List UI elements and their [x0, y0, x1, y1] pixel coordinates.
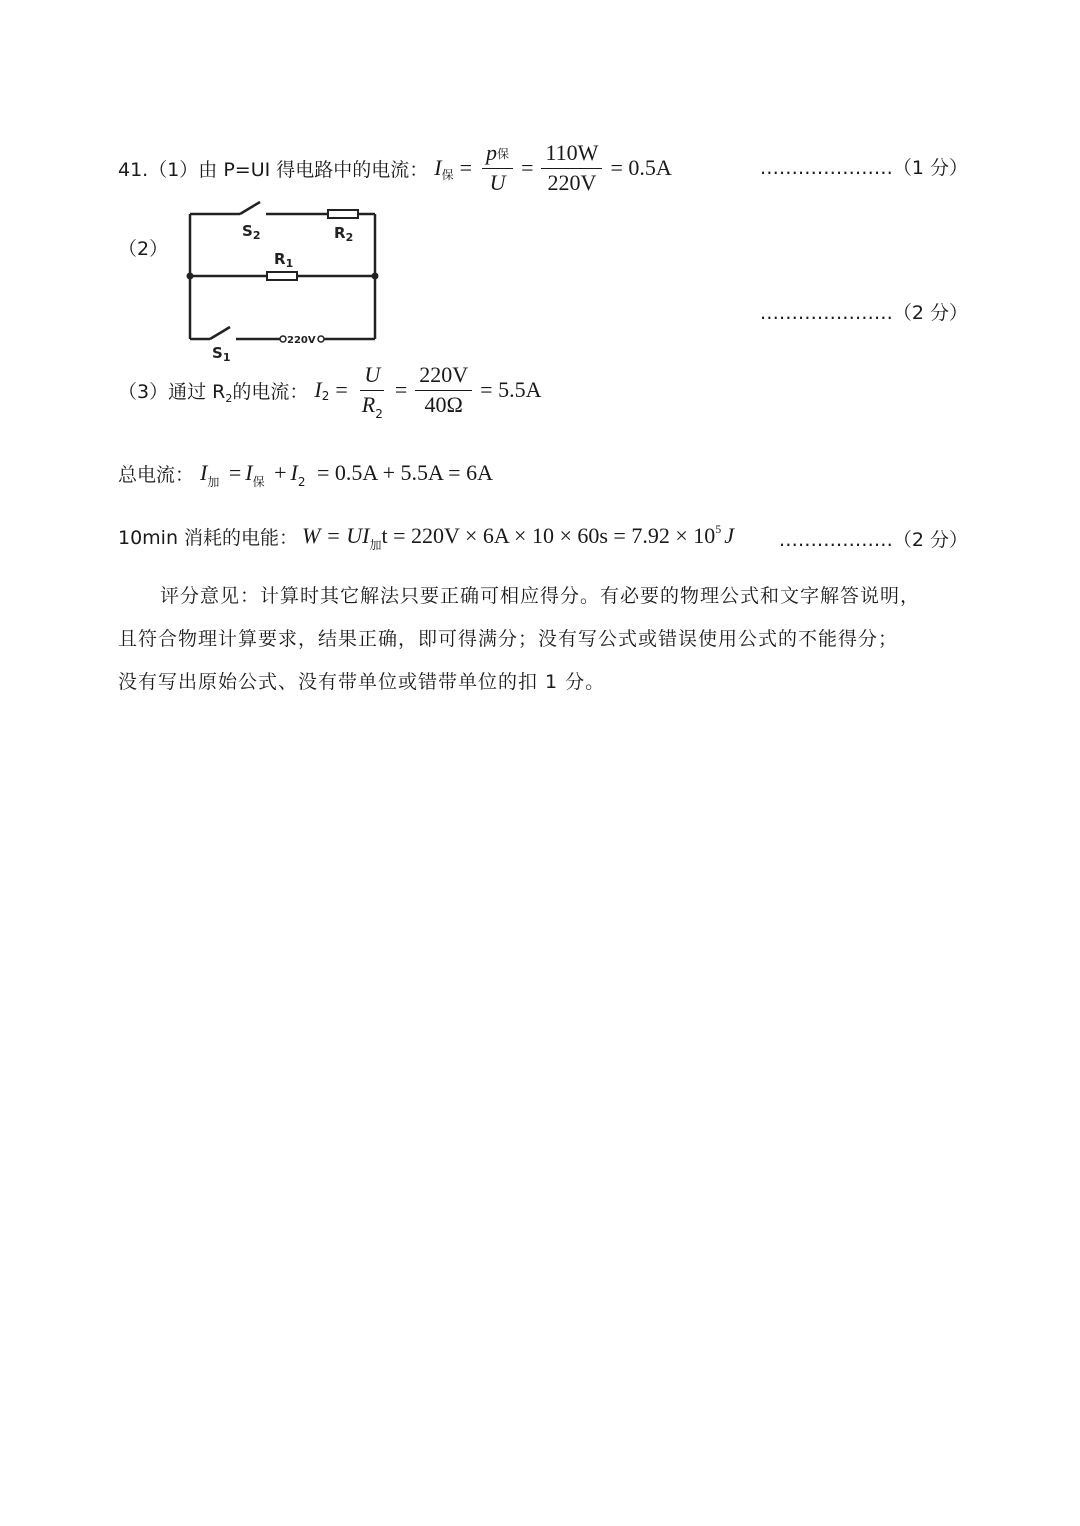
total-i1-sub: 保 [252, 475, 265, 489]
q2-label: （2） [118, 238, 169, 260]
grading-notes [118, 575, 968, 704]
total-line [118, 455, 493, 491]
q3-f2-den: 40Ω [424, 391, 463, 417]
energy-exp: 5 [715, 522, 722, 536]
q1-prefix: 41.（1）由 P=UI 得电路中的电流： [118, 158, 429, 181]
energy-w: W = UI [302, 523, 370, 548]
energy-score: ………………（2 分） [778, 529, 968, 551]
total-i2-sub: 2 [297, 475, 306, 489]
q3-f2-num: 220V [415, 363, 472, 390]
q1-f1-num-sub: 保 [497, 147, 510, 162]
source-terminal-right [318, 336, 324, 342]
q3-formula [314, 362, 542, 421]
q3-fraction-2 [415, 363, 472, 416]
energy-prefix: 10min 消耗的电能： [118, 526, 299, 549]
q1-eq1: = [459, 155, 473, 180]
q3-fraction-1 [358, 362, 387, 421]
q1-formula [434, 141, 671, 194]
q1-result: = 0.5A [610, 155, 672, 180]
label-source: 220V [287, 335, 316, 346]
total-plus: + [274, 460, 287, 485]
energy-body: t = 220V × 6A × 10 × 60s = 7.92 × 10 [381, 523, 716, 548]
resistor-r2 [328, 210, 358, 218]
label-s2: $S_2$ [242, 222, 261, 242]
resistor-r1 [267, 272, 297, 280]
grading-line-1: 评分意见：计算时其它解法只要正确可相应得分。有必要的物理公式和文字解答说明， [160, 585, 921, 607]
q3-prefix-text: （3）通过 R [118, 380, 226, 403]
total-lhs: I [200, 460, 208, 485]
circuit-diagram [180, 196, 390, 366]
label-r1: $R_1$ [274, 250, 294, 270]
q1-fraction-2 [541, 141, 602, 194]
energy-line [118, 518, 734, 554]
label-s1: $S_1$ [212, 344, 231, 364]
total-formula [200, 460, 493, 489]
grading-line-2: 且符合物理计算要求，结果正确，即可得满分；没有写公式或错误使用公式的不能得分； [118, 628, 899, 650]
total-lhs-sub: 加 [207, 475, 220, 489]
q2-score: …………………（2 分） [759, 302, 968, 324]
q1-f2-num: 110W [541, 141, 602, 168]
q1-fraction-1 [482, 141, 513, 194]
total-i1: I [245, 460, 253, 485]
switch-s1-blade [210, 327, 230, 339]
junction-right [372, 273, 379, 280]
q3-eq1: = [335, 377, 348, 402]
q3-eq2: = [394, 377, 408, 402]
grading-line-3: 没有写出原始公式、没有带单位或错带单位的扣 1 分。 [118, 671, 606, 693]
q3-prefix-tail: 的电流： [232, 380, 309, 403]
q3-result: = 5.5A [480, 377, 542, 402]
q3-lhs-sub: 2 [321, 389, 330, 403]
label-r2: $R_2$ [334, 224, 354, 244]
source-terminal-left [280, 336, 286, 342]
q3-prefix [118, 377, 308, 404]
total-prefix: 总电流： [118, 463, 195, 486]
q3-f1-den: R [361, 391, 376, 417]
q3-prefix-sub: 2 [225, 391, 233, 405]
q1-f1-num: p [486, 140, 498, 166]
q3-lhs: I [314, 377, 322, 402]
q1-f1-den: U [489, 169, 506, 195]
q1-lhs-sub: 保 [441, 167, 454, 182]
q1-f2-den: 220V [547, 169, 597, 195]
total-i2: I [290, 460, 298, 485]
q1-lhs: I [434, 155, 442, 180]
q1-score: …………………（1 分） [759, 157, 968, 179]
q1-eq2: = [521, 155, 534, 180]
q3-f1-num: U [360, 363, 384, 390]
total-eq: = [228, 460, 242, 485]
q3-line [118, 360, 541, 420]
total-tail: = 0.5A + 5.5A = 6A [317, 460, 493, 485]
energy-unit: J [724, 523, 734, 548]
q3-f1-den-sub: 2 [375, 406, 383, 421]
energy-formula [302, 522, 734, 552]
switch-s2-blade [240, 202, 260, 214]
junction-left [187, 273, 194, 280]
energy-w-sub: 加 [369, 538, 382, 552]
q1-line [118, 140, 672, 196]
